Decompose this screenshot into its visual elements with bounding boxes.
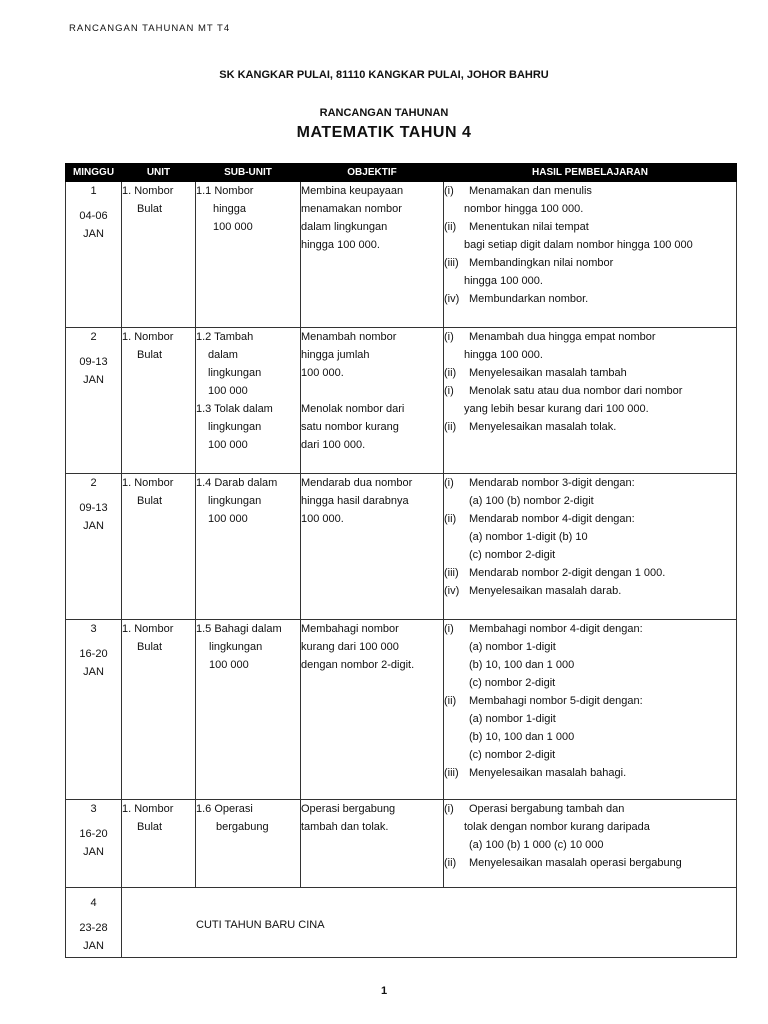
subunit-text: lingkungan (209, 641, 263, 653)
learning-outcome-item (444, 582, 736, 600)
outcome-text: Menyelesaikan masalah tolak. (469, 421, 617, 433)
objective-cell (301, 620, 444, 800)
table-row (66, 800, 737, 888)
outcome-text: (b) 10, 100 dan 1 000 (469, 731, 575, 743)
subunit-cell (196, 328, 301, 474)
objective-text: hingga 100 000. (301, 239, 380, 251)
learning-outcome-item (444, 818, 736, 836)
outcome-text: Menyelesaikan masalah operasi bergabung (469, 857, 682, 869)
header-objektif: OBJEKTIF (301, 164, 444, 182)
outcome-text: nombor hingga 100 000. (464, 203, 584, 215)
outcome-text: Membundarkan nombor. (469, 293, 589, 305)
learning-outcome-item (444, 710, 736, 728)
objective-text (301, 382, 443, 400)
week-number: 3 (90, 803, 97, 815)
subunit-cell (196, 620, 301, 800)
outcome-number: (ii) (444, 421, 457, 433)
week-dates: JAN (83, 520, 104, 532)
unit-text: Bulat (137, 495, 163, 507)
week-cell (66, 620, 122, 800)
learning-outcome-cell (444, 182, 737, 328)
outcome-text: (c) nombor 2-digit (469, 549, 556, 561)
outcome-text: hingga 100 000. (464, 349, 543, 361)
outcome-number: (i) (444, 803, 454, 815)
unit-text: 1. Nombor (122, 185, 174, 197)
outcome-number: (iii) (444, 567, 459, 579)
outcome-text: (b) 10, 100 dan 1 000 (469, 659, 575, 671)
subunit-cell (196, 182, 301, 328)
outcome-text: Mendarab nombor 4-digit dengan: (469, 513, 635, 525)
outcome-number: (ii) (444, 513, 457, 525)
objective-text: satu nombor kurang (301, 421, 399, 433)
learning-outcome-item (444, 638, 736, 656)
objective-cell (301, 800, 444, 888)
learning-outcome-item (444, 400, 736, 418)
objective-text: hingga jumlah (301, 349, 370, 361)
learning-outcome-item (444, 728, 736, 746)
learning-outcome-item (444, 328, 736, 346)
objective-text: 100 000. (301, 513, 344, 525)
week-dates: 16-20 (79, 828, 108, 840)
outcome-text: Menyelesaikan masalah bahagi. (469, 767, 627, 779)
subunit-text: 100 000 (208, 385, 248, 397)
outcome-text: (a) 100 (b) nombor 2-digit (469, 495, 594, 507)
outcome-text: (c) nombor 2-digit (469, 677, 556, 689)
learning-outcome-item (444, 182, 736, 200)
week-dates: JAN (83, 846, 104, 858)
running-header: RANCANGAN TAHUNAN MT T4 (69, 23, 231, 34)
table-row (66, 328, 737, 474)
week-dates: 16-20 (79, 648, 108, 660)
unit-text: Bulat (137, 349, 163, 361)
learning-outcome-item (444, 236, 736, 254)
learning-outcome-item (444, 364, 736, 382)
outcome-text: (a) nombor 1-digit (b) 10 (469, 531, 588, 543)
learning-outcome-item (444, 254, 736, 272)
header-hasil-pembelajaran: HASIL PEMBELAJARAN (444, 164, 737, 182)
unit-text: 1. Nombor (122, 331, 174, 343)
learning-outcome-item (444, 746, 736, 764)
learning-outcome-item (444, 418, 736, 436)
week-dates: 09-13 (79, 356, 108, 368)
learning-outcome-cell (444, 800, 737, 888)
outcome-text: tolak dengan nombor kurang daripada (464, 821, 650, 833)
learning-outcome-item (444, 674, 736, 692)
outcome-text: Menentukan nilai tempat (469, 221, 589, 233)
week-dates: 09-13 (79, 502, 108, 514)
week-dates: 23-28 (79, 922, 108, 934)
document-subtitle: RANCANGAN TAHUNAN (319, 107, 449, 119)
outcome-number: (iv) (444, 585, 460, 597)
week-cell (66, 888, 122, 958)
outcome-text: (c) nombor 2-digit (469, 749, 556, 761)
outcome-number: (ii) (444, 221, 457, 233)
objective-cell (301, 328, 444, 474)
subunit-text: dalam (208, 349, 238, 361)
objective-text: 100 000. (301, 367, 344, 379)
table-row (66, 474, 737, 620)
learning-outcome-item (444, 200, 736, 218)
header-minggu: MINGGU (66, 164, 122, 182)
subunit-text: lingkungan (208, 421, 262, 433)
objective-text: dari 100 000. (301, 439, 366, 451)
objective-cell (301, 474, 444, 620)
learning-outcome-item (444, 564, 736, 582)
learning-outcome-item (444, 764, 736, 782)
week-number: 2 (90, 477, 97, 489)
subunit-text: 1.4 Darab dalam (196, 477, 278, 489)
subunit-text: bergabung (216, 821, 269, 833)
outcome-number: (i) (444, 185, 454, 197)
outcome-text: Operasi bergabung tambah dan (469, 803, 625, 815)
week-cell (66, 800, 122, 888)
objective-text: Mendarab dua nombor (301, 477, 413, 489)
subunit-text: lingkungan (208, 367, 262, 379)
objective-text: Membahagi nombor (301, 623, 399, 635)
week-cell (66, 328, 122, 474)
learning-outcome-item (444, 692, 736, 710)
outcome-text: Menolak satu atau dua nombor dari nombor (469, 385, 683, 397)
outcome-text: Menamakan dan menulis (469, 185, 592, 197)
school-name: SK KANGKAR PULAI, 81110 KANGKAR PULAI, JOHOR BAHRU (219, 69, 549, 81)
learning-outcome-item (444, 382, 736, 400)
outcome-text: Membandingkan nilai nombor (469, 257, 614, 269)
learning-outcome-item (444, 346, 736, 364)
unit-text: Bulat (137, 821, 163, 833)
subunit-text: hingga (213, 203, 247, 215)
outcome-number: (ii) (444, 857, 457, 869)
objective-text: Menolak nombor dari (301, 403, 405, 415)
table-row (66, 182, 737, 328)
learning-outcome-item (444, 492, 736, 510)
subunit-cell (196, 800, 301, 888)
week-dates: 04-06 (79, 210, 108, 222)
week-cell (66, 182, 122, 328)
week-number: 2 (90, 331, 97, 343)
objective-text: Operasi bergabung (301, 803, 396, 815)
learning-outcome-item (444, 510, 736, 528)
subunit-text: lingkungan (208, 495, 262, 507)
outcome-text: (a) nombor 1-digit (469, 713, 556, 725)
learning-outcome-item (444, 800, 736, 818)
learning-outcome-item (444, 218, 736, 236)
holiday-cell (122, 888, 737, 958)
unit-cell (122, 474, 196, 620)
learning-outcome-item (444, 656, 736, 674)
objective-text: hingga hasil darabnya (301, 495, 409, 507)
unit-text: Bulat (137, 203, 163, 215)
holiday-text: CUTI TAHUN BARU CINA (196, 919, 325, 931)
holiday-row (66, 888, 737, 958)
week-dates: JAN (83, 940, 104, 952)
learning-outcome-item (444, 854, 736, 872)
objective-text: menamakan nombor (301, 203, 402, 215)
week-dates: JAN (83, 666, 104, 678)
objective-text: Membina keupayaan (301, 185, 404, 197)
unit-text: 1. Nombor (122, 803, 174, 815)
outcome-number: (iii) (444, 767, 459, 779)
outcome-number: (ii) (444, 367, 457, 379)
subunit-text: 1.2 Tambah (196, 331, 254, 343)
outcome-number: (iii) (444, 257, 459, 269)
outcome-number: (ii) (444, 695, 457, 707)
outcome-text: Menyelesaikan masalah darab. (469, 585, 622, 597)
week-number: 4 (90, 897, 97, 909)
learning-outcome-cell (444, 328, 737, 474)
subunit-text: 100 000 (208, 439, 248, 451)
learning-outcome-item (444, 474, 736, 492)
header-unit: UNIT (122, 164, 196, 182)
outcome-text: (a) nombor 1-digit (469, 641, 556, 653)
week-cell (66, 474, 122, 620)
outcome-text: hingga 100 000. (464, 275, 543, 287)
week-dates: JAN (83, 374, 104, 386)
learning-outcome-item (444, 620, 736, 638)
unit-cell (122, 182, 196, 328)
outcome-number: (i) (444, 385, 454, 397)
table-row (66, 620, 737, 800)
outcome-text: Menambah dua hingga empat nombor (469, 331, 656, 343)
unit-cell (122, 620, 196, 800)
subunit-text: 1.5 Bahagi dalam (196, 623, 282, 635)
objective-text: dalam lingkungan (301, 221, 388, 233)
learning-outcome-item (444, 528, 736, 546)
unit-cell (122, 328, 196, 474)
objective-text: kurang dari 100 000 (301, 641, 399, 653)
outcome-number: (i) (444, 331, 454, 343)
outcome-text: Membahagi nombor 4-digit dengan: (469, 623, 643, 635)
learning-outcome-item (444, 546, 736, 564)
week-number: 3 (90, 623, 97, 635)
annual-plan-table (65, 163, 737, 958)
learning-outcome-cell (444, 620, 737, 800)
objective-text: tambah dan tolak. (301, 821, 389, 833)
objective-text: dengan nombor 2-digit. (301, 659, 415, 671)
outcome-text: Mendarab nombor 3-digit dengan: (469, 477, 635, 489)
week-number: 1 (90, 185, 97, 197)
subunit-text: 100 000 (208, 513, 248, 525)
header-sub-unit: SUB-UNIT (196, 164, 301, 182)
objective-text: Menambah nombor (301, 331, 397, 343)
unit-text: Bulat (137, 641, 163, 653)
outcome-text: Membahagi nombor 5-digit dengan: (469, 695, 643, 707)
outcome-number: (i) (444, 477, 454, 489)
document-title: MATEMATIK TAHUN 4 (296, 124, 472, 141)
learning-outcome-item (444, 836, 736, 854)
outcome-text: Menyelesaikan masalah tambah (469, 367, 627, 379)
unit-text: 1. Nombor (122, 477, 174, 489)
outcome-number: (iv) (444, 293, 460, 305)
outcome-text: (a) 100 (b) 1 000 (c) 10 000 (469, 839, 604, 851)
page-number: 1 (380, 985, 388, 997)
unit-text: 1. Nombor (122, 623, 174, 635)
unit-cell (122, 800, 196, 888)
subunit-text: 1.1 Nombor (196, 185, 254, 197)
objective-cell (301, 182, 444, 328)
learning-outcome-item (444, 290, 736, 308)
subunit-text: 1.3 Tolak dalam (196, 403, 273, 415)
subunit-text: 100 000 (209, 659, 249, 671)
outcome-text: Mendarab nombor 2-digit dengan 1 000. (469, 567, 666, 579)
learning-outcome-cell (444, 474, 737, 620)
outcome-number: (i) (444, 623, 454, 635)
outcome-text: yang lebih besar kurang dari 100 000. (464, 403, 649, 415)
subunit-text: 1.6 Operasi (196, 803, 253, 815)
outcome-text: bagi setiap digit dalam nombor hingga 100 000 (464, 239, 693, 251)
subunit-cell (196, 474, 301, 620)
table-header-row (66, 164, 737, 182)
subunit-text: 100 000 (213, 221, 253, 233)
week-dates: JAN (83, 228, 104, 240)
learning-outcome-item (444, 272, 736, 290)
